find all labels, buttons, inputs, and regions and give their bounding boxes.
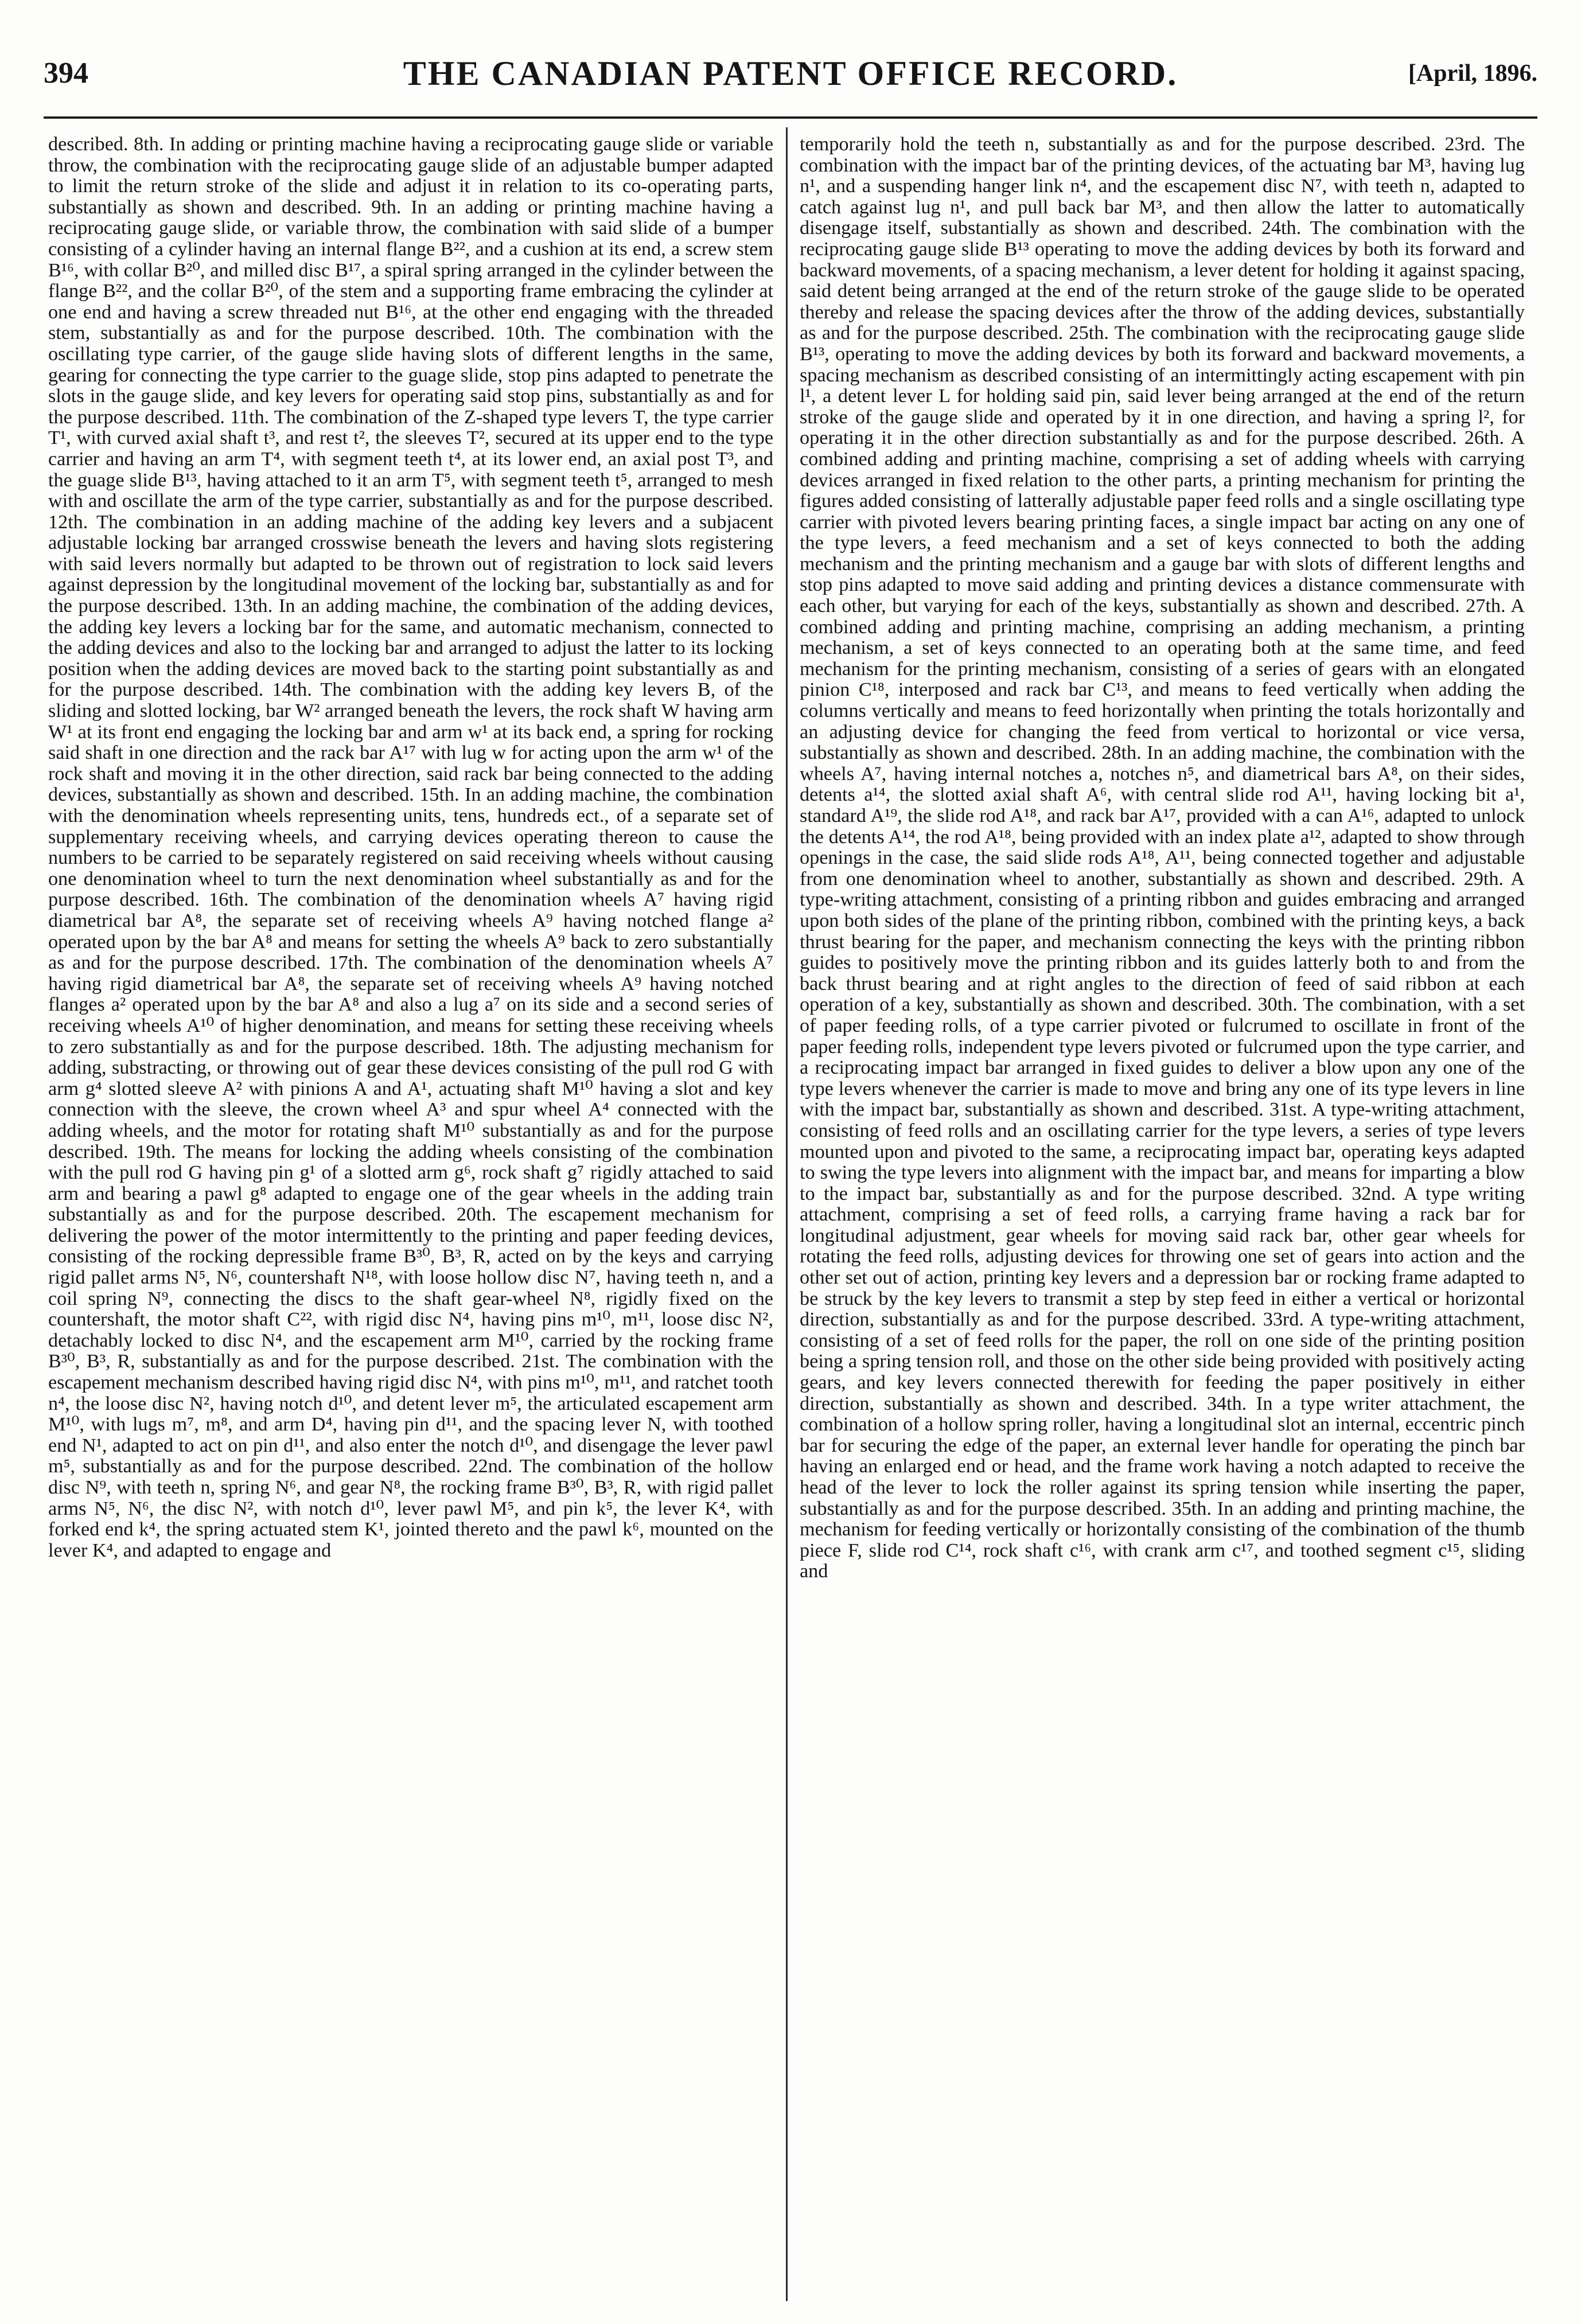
journal-title: THE CANADIAN PATENT OFFICE RECORD. bbox=[403, 54, 1178, 92]
left-column-text: described. 8th. In adding or printing machine having a reciprocating gauge slide or variable throw, the combination with the reciprocating gauge slide of an adjustable bumper adapted to limit the return stroke of the slide and adjust it in relation to its co-operating parts, substantially as shown and described. 9th. In an adding or printing machine having a reciprocating gauge slide, or variable throw, the combination with said slide of a bumper consisting of a cylinder having an internal flange B²², and a cushion at its end, a screw stem B¹⁶, with collar B²⁰, and milled disc B¹⁷, a spiral spring arranged in the cylinder between the flange B²², and the collar B²⁰, of the stem and a supporting frame embracing the cylinder at one end and having a screw threaded nut B¹⁶, at the other end engaging with the threaded stem, substantially as and for the purpose described. 10th. The combination with the oscillating type carrier, of the gauge slide having slots of different lengths in the same, gearing for connecting the type carrier to the guage slide, stop pins adapted to penetrate the slots in the gauge slide, and key levers for operating said stop pins, substantially as and for the purpose described. 11th. The combination of the Z-shaped type levers T, the type carrier T¹, with curved axial shaft t³, and rest t², the sleeves T², secured at its upper end to the type carrier and having an arm T⁴, with segment teeth t⁴, at its lower end, an axial post T³, and the guage slide B¹³, having attached to it an arm T⁵, with segment teeth t⁵, arranged to mesh with and oscillate the arm of the type carrier, substantially as and for the purpose described. 12th. The combination in an adding machine of the adding key levers and a subjacent adjustable locking bar arranged crosswise beneath the levers and having slots registering with said levers normally but adapted to be thrown out of registration to lock said levers against depression by the longitudinal movement of the locking bar, substantially as and for the purpose described. 13th. In an adding machine, the combination of the adding devices, the adding key levers a locking bar for the same, and automatic mechanism, connected to the adding devices and also to the locking bar and arranged to adjust the latter to its locking position when the adding devices are moved back to the starting point substantially as and for the purpose described. 14th. The combination with the adding key levers B, of the sliding and slotted locking, bar W² arranged beneath the levers, the rock shaft W having arm W¹ at its front end engaging the locking bar and arm w¹ at its back end, a spring for rocking said shaft in one direction and the rack bar A¹⁷ with lug w for acting upon the arm w¹ of the rock shaft and moving it in the other direction, said rack bar being connected to the adding devices, substantially as shown and described. 15th. In an adding machine, the combination with the denomination wheels representing units, tens, hundreds ect., of a separate set of supplementary receiving wheels, and carrying devices operating thereon to cause the numbers to be carried to be separately registered on said receiving wheels without causing one denomination wheel to turn the next denomination wheel substantially as and for the purpose described. 16th. The combination of the denomination wheels A⁷ having rigid diametrical bar A⁸, the separate set of receiving wheels A⁹ having notched flange a² operated upon by the bar A⁸ and means for setting the wheels A⁹ back to zero substantially as and for the purpose described. 17th. The combination of the denomination wheels A⁷ having rigid diametrical bar A⁸, the separate set of receiving wheels A⁹ having notched flanges a² operated upon by the bar A⁸ and also a lug a⁷ on its side and a second series of receiving wheels A¹⁰ of higher denomination, and means for setting these receiving wheels to zero substantially as and for the purpose described. 18th. The adjusting mechanism for adding, substracting, or throwing out of gear these devices consisting of the pull rod G with arm g⁴ slotted sleeve A² with pinions A and A¹, actuating shaft M¹⁰ having a slot and key connection with the sleeve, the crown wheel A³ and spur wheel A⁴ connected with the adding wheels, and the motor for rotating shaft M¹⁰ substantially as and for the purpose described. 19th. The means for locking the adding wheels consisting of the combination with the pull rod G having pin g¹ of a slotted arm g⁶, rock shaft g⁷ rigidly attached to said arm and bearing a pawl g⁸ adapted to engage one of the gear wheels in the adding train substantially as and for the purpose described. 20th. The escapement mechanism for delivering the power of the motor intermittently to the printing and paper feeding devices, consisting of the rocking depressible frame B³⁰, B³, R, acted on by the keys and carrying rigid pallet arms N⁵, N⁶, countershaft N¹⁸, with loose hollow disc N⁷, having teeth n, and a coil spring N⁹, connecting the discs to the shaft gear-wheel N⁸, rigidly fixed on the countershaft, the motor shaft C²², with rigid disc N⁴, having pins m¹⁰, m¹¹, loose disc N², detachably locked to disc N⁴, and the escapement arm M¹⁰, carried by the rocking frame B³⁰, B³, R, substantially as and for the purpose described. 21st. The combination with the escapement mechanism described having rigid disc N⁴, with pins m¹⁰, m¹¹, and ratchet tooth n⁴, the loose disc N², having notch d¹⁰, and detent lever m⁵, the articulated escapement arm M¹⁰, with lugs m⁷, m⁸, and arm D⁴, having pin d¹¹, and the spacing lever N, with toothed end N¹, adapted to act on pin d¹¹, and also enter the notch d¹⁰, and disengage the lever pawl m⁵, substantially as and for the purpose described. 22nd. The combination of the hollow disc N⁹, with teeth n, spring N⁶, and gear N⁸, the rocking frame B³⁰, B³, R, with rigid pallet arms N⁵, N⁶, the disc N², with notch d¹⁰, lever pawl M⁵, and pin k⁵, the lever K⁴, with forked end k⁴, the spring actuated stem K¹, jointed thereto and the pawl k⁶, mounted on the lever K⁴, and adapted to engage and bbox=[48, 134, 773, 1561]
left-column bbox=[48, 134, 773, 2303]
page-number: 394 bbox=[44, 57, 88, 89]
right-column-text: temporarily hold the teeth n, substantially as and for the purpose described. 23rd. The combination with the impact bar of the printing devices, of the actuating bar M³, having lug n¹, and a suspending hanger link n⁴, and the escapement disc N⁷, with teeth n, adapted to catch against lug n¹, and pull back bar M³, and then allow the latter to automatically disengage itself, substantially as shown and described. 24th. The combination with the reciprocating gauge slide B¹³ operating to move the adding devices by both its forward and backward movements, of a spacing mechanism, a lever detent for holding it against spacing, said detent being arranged at the end of the return stroke of the gauge slide to be operated thereby and release the spacing devices after the throw of the adding devices, substantially as and for the purpose described. 25th. The combination with the reciprocating gauge slide B¹³, operating to move the adding devices by both its forward and backward movements, a spacing mechanism as described consisting of an intermittingly acting escapement with pin l¹, a detent lever L for holding said pin, said lever being arranged at the end of the return stroke of the gauge slide and operated by it in one direction, and having a spring l², for operating it in the other direction substantially as and for the purpose described. 26th. A combined adding and printing machine, comprising a set of adding wheels with carrying devices arranged in fixed relation to the other parts, a printing mechanism for printing the figures added consisting of latterally adjustable paper feed rolls and a single oscillating type carrier with pivoted levers bearing printing faces, a single impact bar acting on any one of the type levers, a feed mechanism and a set of keys connected to both the adding mechanism and the printing mechanism and a gauge bar with slots of different lengths and stop pins adapted to move said adding and printing devices a distance commensurate with each other, but varying for each of the keys, substantially as shown and described. 27th. A combined adding and printing machine, comprising an adding mechanism, a printing mechanism, a set of keys connected to an operating both at the same time, and feed mechanism for the printing mechanism, consisting of a series of gears with an elongated pinion C¹⁸, interposed and rack bar C¹³, and means to feed vertically when adding the columns vertically and means to feed horizontally when printing the totals horizontally and an adjusting device for changing the feed from vertical to horizontal or vice versa, substantially as shown and described. 28th. In an adding machine, the combination with the wheels A⁷, having internal notches a, notches n⁵, and diametrical bars A⁸, on their sides, detents a¹⁴, the slotted axial shaft A⁶, with central slide rod A¹¹, having locking bit a¹, standard A¹⁹, the slide rod A¹⁸, and rack bar A¹⁷, provided with a can A¹⁶, adapted to unlock the detents A¹⁴, the rod A¹⁸, being provided with an index plate a¹², adapted to show through openings in the case, the said slide rods A¹⁸, A¹¹, being connected together and adjustable from one denomination wheel to another, substantially as shown and described. 29th. A type-writing attachment, consisting of a printing ribbon and guides embracing and arranged upon both sides of the plane of the printing ribbon, combined with the printing keys, a back thrust bearing for the paper, and mechanism connecting the keys with the printing ribbon guides to positively move the printing ribbon and its guides latterly both to and from the back thrust bearing and at right angles to the direction of feed of said ribbon at each operation of a key, substantially as shown and described. 30th. The combination, with a set of paper feeding rolls, of a type carrier pivoted or fulcrumed to oscillate in front of the paper feeding rolls, independent type levers pivoted or fulcrumed upon the type carrier, and a reciprocating impact bar arranged in fixed guides to deliver a blow upon any one of the type levers whenever the carrier is made to move and bring any one of its type levers in line with the impact bar, substantially as shown and described. 31st. A type-writing attachment, consisting of feed rolls and an oscillating carrier for the type levers, a series of type levers mounted upon and pivoted to the same, a reciprocating impact bar, operating keys adapted to swing the type levers into alignment with the impact bar, and means for imparting a blow to the impact bar, substantially as and for the purpose described. 32nd. A type writing attachment, comprising a set of feed rolls, a carrying frame having a rack bar for longitudinal adjustment, gear wheels for moving said rack bar, other gear wheels for rotating the feed rolls, adjusting devices for throwing one set of gears into action and the other set out of action, printing key levers and a depression bar or rocking frame adapted to be struck by the key levers to transmit a step by step feed in either a vertical or horizontal direction, substantially as and for the purpose described. 33rd. A type-writing attachment, consisting of a set of feed rolls for the paper, the roll on one side of the printing position being a spring tension roll, and those on the other side being provided with positively acting gears, and key levers connected therewith for feeding the paper positively in either direction, substantially as shown and described. 34th. In a type writer attachment, the combination of a hollow spring roller, having a longitudinal slot an internal, eccentric pinch bar for securing the edge of the paper, an external lever handle for operating the pinch bar having an enlarged end or head, and the frame work having a notch adapted to receive the head of the lever to lock the roller against its spring tension while inserting the paper, substantially as and for the purpose described. 35th. In an adding and printing machine, the mechanism for feeding vertically or horizontally consisting of the combination of the thumb piece F, slide rod C¹⁴, rock shaft c¹⁶, with crank arm c¹⁷, and toothed segment c¹⁵, sliding and bbox=[800, 134, 1525, 1582]
issue-date: [April, 1896. bbox=[1408, 60, 1537, 87]
right-column bbox=[800, 134, 1525, 2303]
header-rule bbox=[44, 116, 1537, 119]
page-header bbox=[44, 54, 1537, 95]
column-divider bbox=[786, 127, 788, 2301]
